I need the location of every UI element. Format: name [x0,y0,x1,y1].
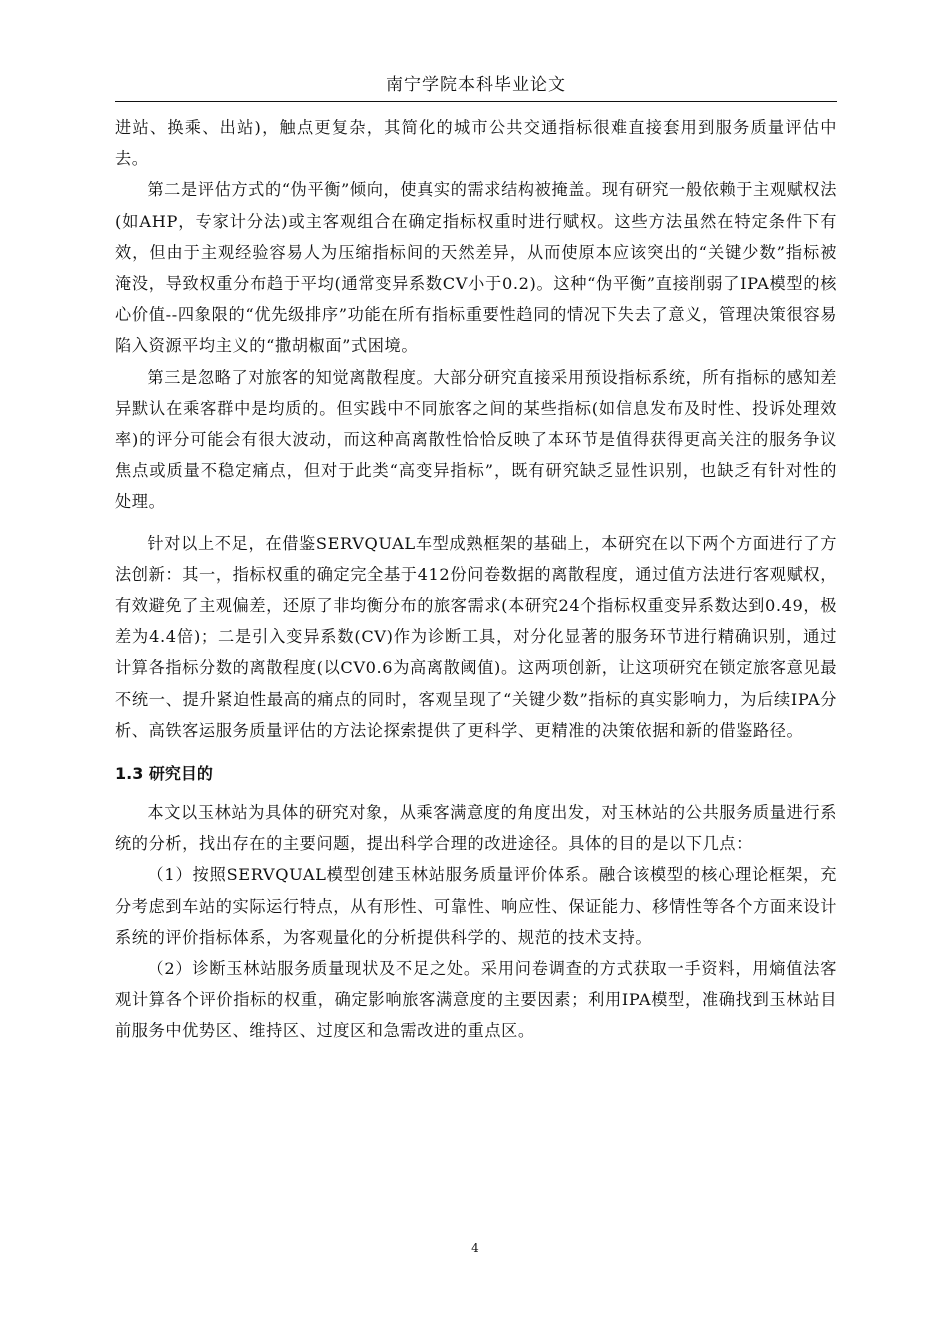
paragraph-dispersion: 第三是忽略了对旅客的知觉离散程度。大部分研究直接采用预设指标系统，所有指标的感知差异默认在乘客群中是均质的。但实践中不同旅客之间的某些指标(如信息发布及时性、投诉处理效率)的评分可能会有很大波动，而这种高离散性恰恰反映了本环节是值得获得更高关注的服务争议焦点或质量不稳定痛点，但对于此类“高变异指标”，既有研究缺乏显性识别，也缺乏有针对性的处理。 [115,367,837,512]
list-item-purpose-1: （1）按照SERVQUAL模型创建玉林站服务质量评价体系。融合该模型的核心理论框架，充分考虑到车站的实际运行特点，从有形性、可靠性、响应性、保证能力、移情性等各个方面来设计系统的评价指标体系，为客观量化的分析提供科学的、规范的技术支持。 [115,865,837,947]
paragraph-pseudo-balance: 第二是评估方式的“伪平衡”倾向，使真实的需求结构被掩盖。现有研究一般依赖于主观赋权法(如AHP，专家计分法)或主客观组合在确定指标权重时进行赋权。这些方法虽然在特定条件下有效，但由于主观经验容易人为压缩指标间的天然差异，从而使原本应该突出的“关键少数”指标被淹没，导致权重分布趋于平均(通常变异系数CV小于0.2)。这种“伪平衡”直接削弱了IPA模型的核心价值--四象限的“优先级排序”功能在所有指标重要性趋同的情况下失去了意义，管理决策很容易陷入资源平均主义的“撒胡椒面”式困境。 [115,180,837,356]
page-number: 4 [471,1241,479,1255]
paragraph-innovation: 针对以上不足，在借鉴SERVQUAL车型成熟框架的基础上，本研究在以下两个方面进行了方法创新：其一，指标权重的确定完全基于412份问卷数据的离散程度，通过值方法进行客观赋权，有效避免了主观偏差，还原了非均衡分布的旅客需求(本研究24个指标权重变异系数达到0.49，极差为4.4倍)；二是引入变异系数(CV)作为诊断工具，对分化显著的服务环节进行精确识别，通过计算各指标分数的离散程度(以CV0.6为高离散阈值)。这两项创新，让这项研究在锁定旅客意见最不统一、提升紧迫性最高的痛点的同时，客观呈现了“关键少数”指标的真实影响力，为后续IPA分析、高铁客运服务质量评估的方法论探索提供了更科学、更精准的决策依据和新的借鉴路径。 [115,533,837,740]
body-text [115,112,837,1047]
list-item-purpose-2: （2）诊断玉林站服务质量现状及不足之处。采用问卷调查的方式获取一手资料，用熵值法客观计算各个评价指标的权重，确定影响旅客满意度的主要因素；利用IPA模型，准确找到玉林站目前服务中优势区、维持区、过度区和急需改进的重点区。 [115,959,837,1041]
running-header: 南宁学院本科毕业论文 [386,75,566,95]
section-heading: 1.3 研究目的 [115,764,213,784]
paragraph-continuation: 进站、换乘、出站)，触点更复杂，其简化的城市公共交通指标很难直接套用到服务质量评估中去。 [115,118,837,169]
paragraph-purpose-intro: 本文以玉林站为具体的研究对象，从乘客满意度的角度出发，对玉林站的公共服务质量进行系统的分析，找出存在的主要问题，提出科学合理的改进途径。具体的目的是以下几点： [115,803,837,854]
header-rule [115,101,837,102]
